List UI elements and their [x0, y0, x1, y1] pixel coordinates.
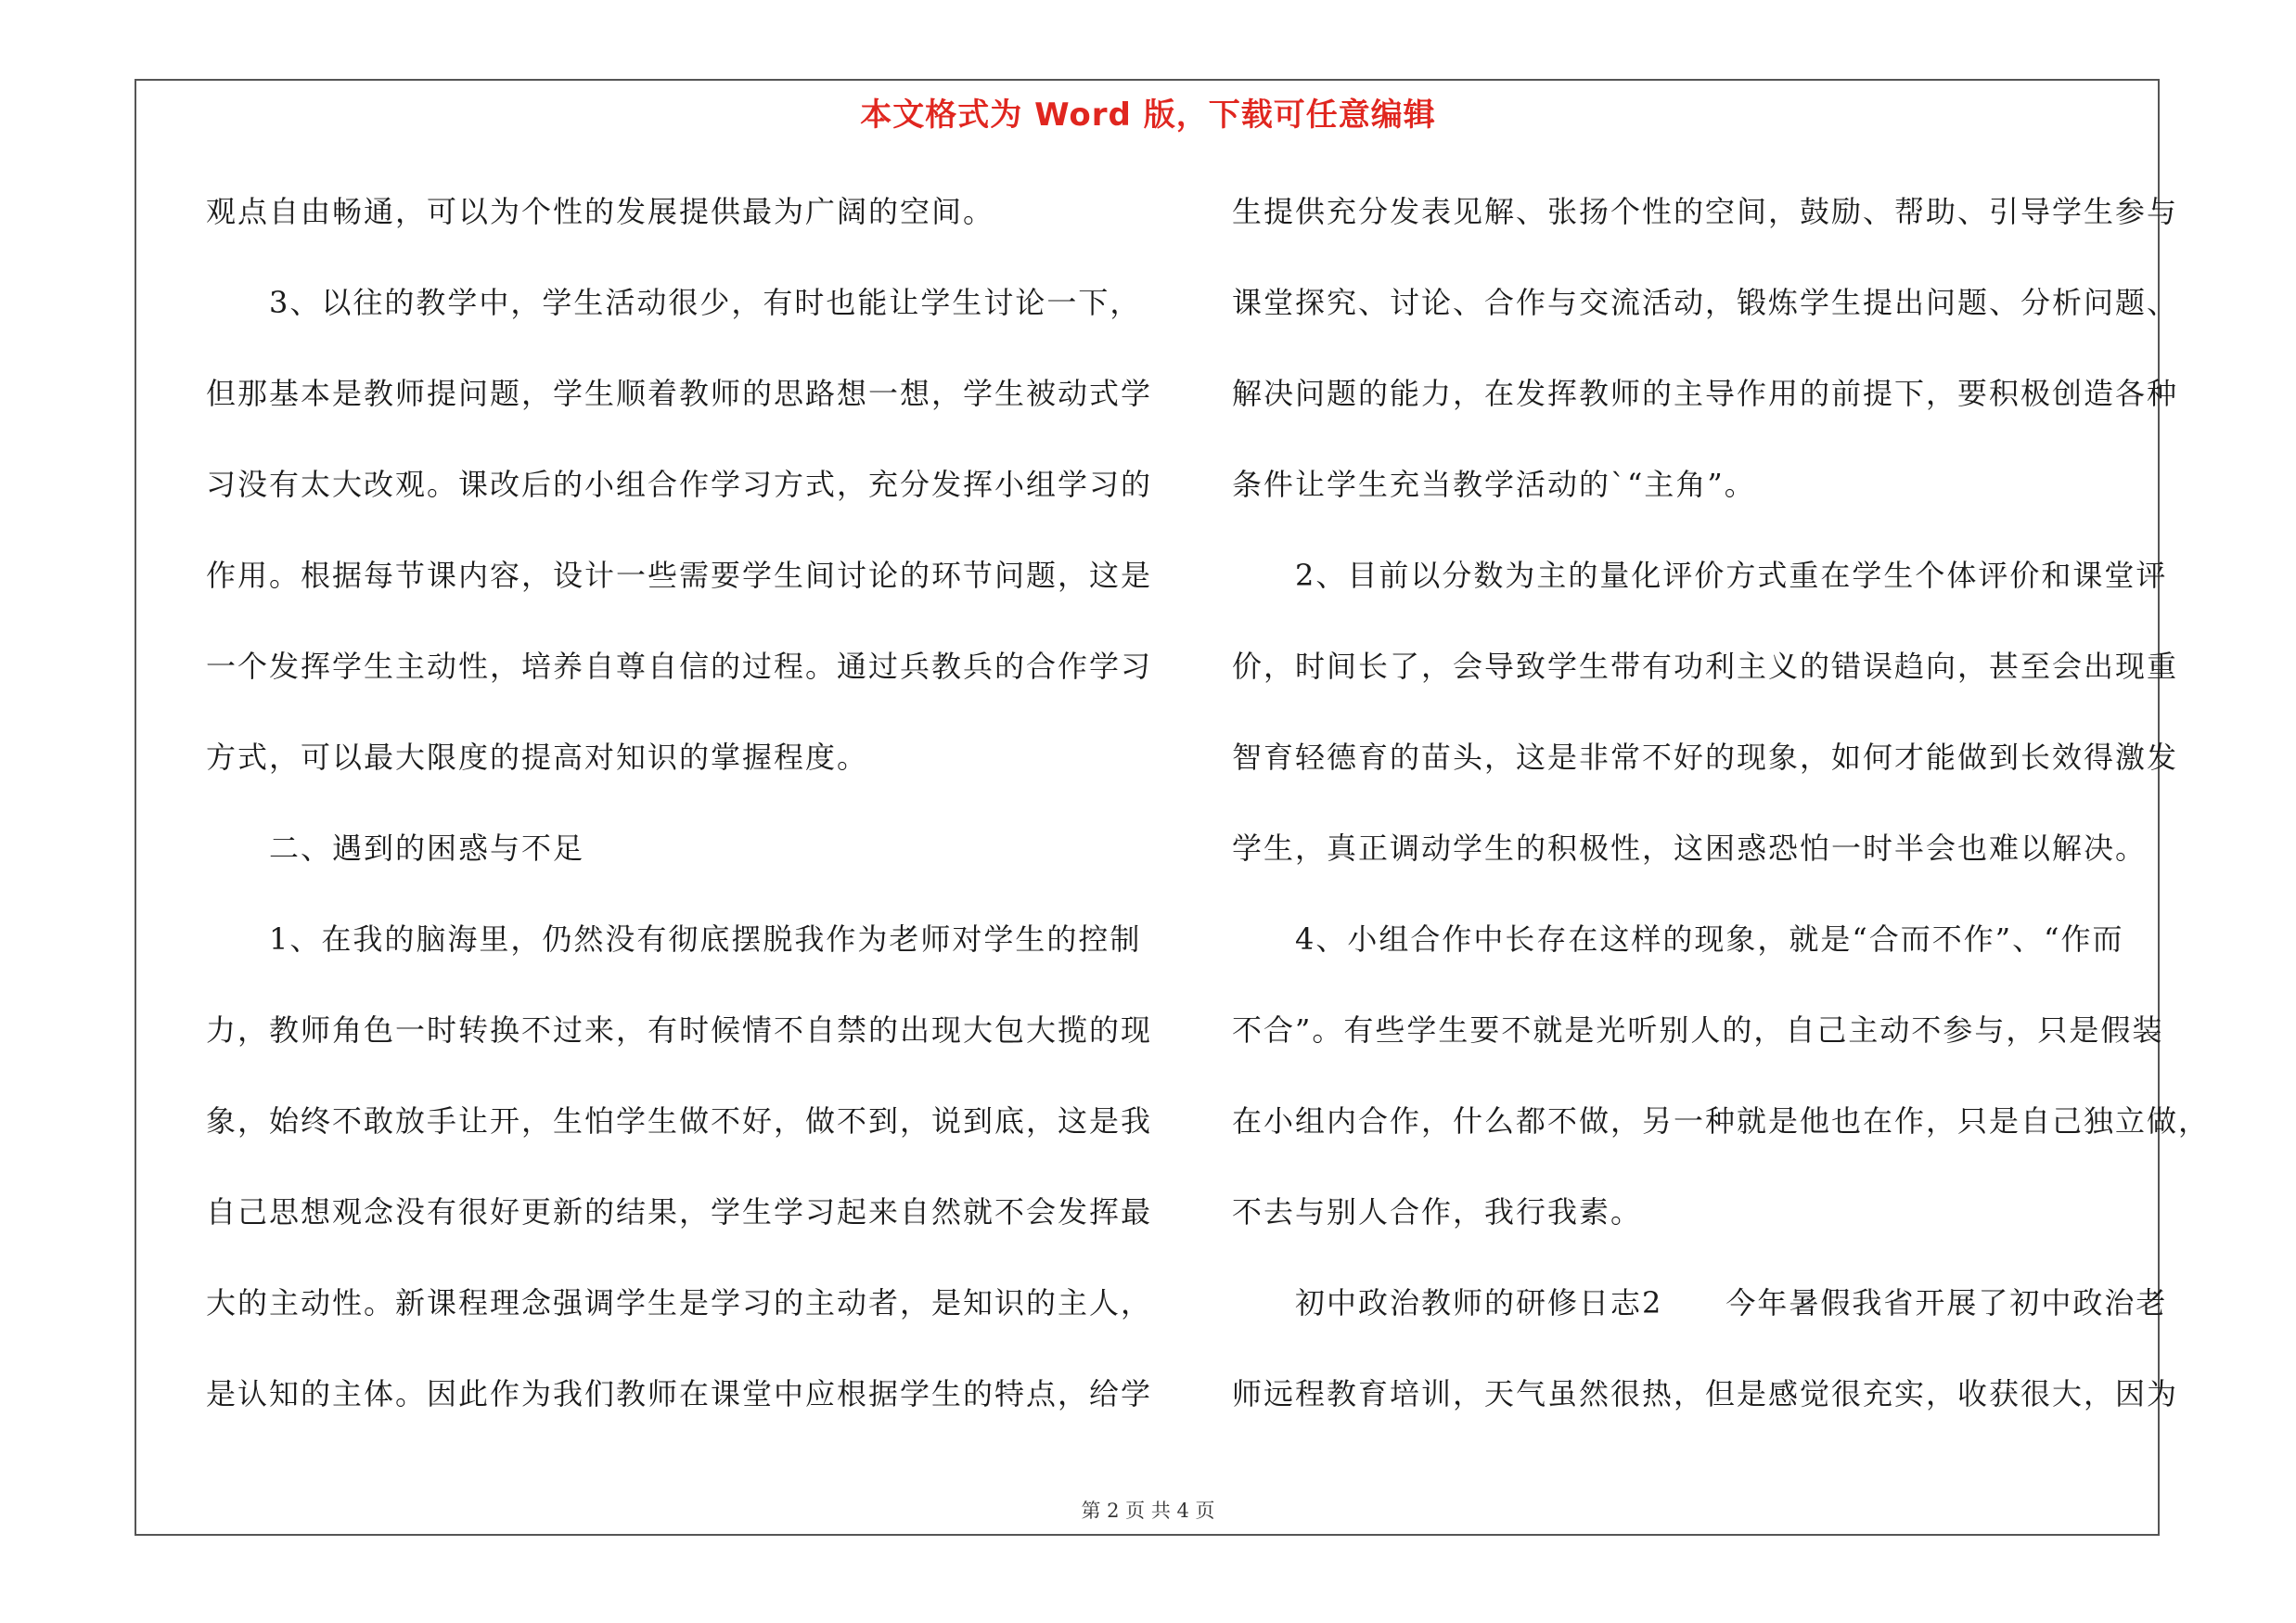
right-column	[1232, 182, 2211, 1455]
text-line: 智育轻德育的苗头，这是非常不好的现象，如何才能做到长效得激发	[1232, 740, 2179, 775]
text-line: 条件让学生充当教学活动的`“主角”。	[1232, 467, 1756, 502]
text-line: 但那基本是教师提问题，学生顺着教师的思路想一想，学生被动式学	[206, 376, 1153, 411]
text-line: 观点自由畅通，可以为个性的发展提供最为广阔的空间。	[206, 194, 995, 229]
text-line: 不合”。有些学生要不就是光听别人的，自己主动不参与，只是假装	[1232, 1012, 2164, 1048]
text-line: 生提供充分发表见解、张扬个性的空间，鼓励、帮助、引导学生参与	[1232, 194, 2179, 229]
text-line: 师远程教育培训，天气虽然很热，但是感觉很充实，收获很大，因为	[1232, 1376, 2179, 1411]
text-line: 解决问题的能力，在发挥教师的主导作用的前提下，要积极创造各种	[1232, 376, 2179, 411]
text-line: 大的主动性。新课程理念强调学生是学习的主动者，是知识的主人，	[206, 1285, 1153, 1320]
document-header-title: 本文格式为 Word 版，下载可任意编辑	[860, 97, 1436, 134]
text-line: 4、小组合作中长存在这样的现象，就是“合而不作”、“作而	[1232, 921, 2124, 957]
text-line: 2、目前以分数为主的量化评价方式重在学生个体评价和课堂评	[1232, 558, 2168, 593]
text-line: 在小组内合作，什么都不做，另一种就是他也在作，只是自己独立做，	[1232, 1103, 2211, 1139]
text-line: 作用。根据每节课内容，设计一些需要学生间讨论的环节问题，这是	[206, 558, 1153, 593]
section-heading: 二、遇到的困惑与不足	[206, 831, 585, 866]
text-line: 是认知的主体。因此作为我们教师在课堂中应根据学生的特点，给学	[206, 1376, 1153, 1411]
text-line: 不去与别人合作，我行我素。	[1232, 1194, 1643, 1230]
text-line: 一个发挥学生主动性，培养自尊自信的过程。通过兵教兵的合作学习	[206, 649, 1153, 684]
text-line: 课堂探究、讨论、合作与交流活动，锻炼学生提出问题、分析问题、	[1232, 285, 2179, 320]
text-line: 3、以往的教学中，学生活动很少，有时也能让学生讨论一下，	[206, 285, 1142, 320]
text-line: 方式，可以最大限度的提高对知识的掌握程度。	[206, 740, 869, 775]
left-column	[206, 182, 1153, 1455]
text-line: 初中政治教师的研修日志2 今年暑假我省开展了初中政治老	[1232, 1285, 2168, 1320]
text-line: 自己思想观念没有很好更新的结果，学生学习起来自然就不会发挥最	[206, 1194, 1153, 1230]
text-line: 力，教师角色一时转换不过来，有时候情不自禁的出现大包大揽的现	[206, 1012, 1153, 1048]
text-line: 价，时间长了，会导致学生带有功利主义的错误趋向，甚至会出现重	[1232, 649, 2179, 684]
text-line: 学生，真正调动学生的积极性，这困惑恐怕一时半会也难以解决。	[1232, 831, 2148, 866]
text-line: 1、在我的脑海里，仍然没有彻底摆脱我作为老师对学生的控制	[206, 921, 1142, 957]
text-line: 习没有太大改观。课改后的小组合作学习方式，充分发挥小组学习的	[206, 467, 1153, 502]
text-line: 象，始终不敢放手让开，生怕学生做不好，做不到，说到底，这是我	[206, 1103, 1153, 1139]
page-number-footer: 第 2 页 共 4 页	[1081, 1500, 1215, 1522]
